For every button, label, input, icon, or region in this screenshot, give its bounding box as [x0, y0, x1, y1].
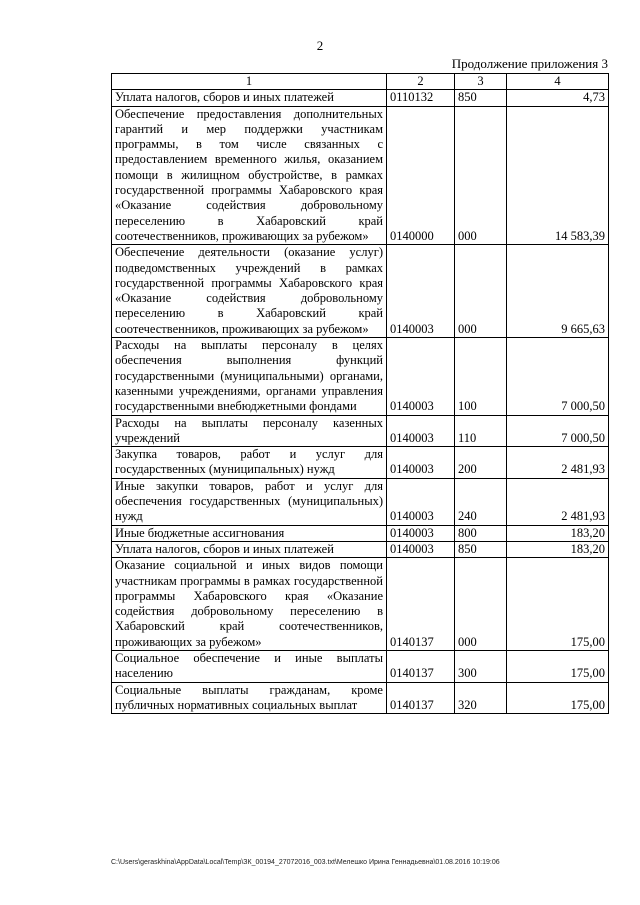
row-amount: 175,00 [507, 650, 609, 682]
row-amount: 2 481,93 [507, 447, 609, 479]
row-type: 850 [455, 90, 507, 106]
row-amount: 175,00 [507, 682, 609, 714]
budget-table [111, 73, 609, 714]
row-name: Обеспечение предоставления дополнительных гарантий и мер поддержки участникам программы, в том числе связанных с предоставлением временного жилья, оказанием помощи в жилищном обустройстве, в рамках государственной программы Хабаровского края «Оказание содействия добровольному переселению в Хабаровский край соотечественников, проживающих за рубежом» [112, 106, 387, 245]
row-amount: 7 000,50 [507, 338, 609, 415]
row-type: 000 [455, 106, 507, 245]
budget-table-body [112, 74, 609, 714]
table-row [112, 682, 609, 714]
row-code: 0140137 [387, 650, 455, 682]
table-header-row [112, 74, 609, 90]
table-row [112, 415, 609, 447]
table-row [112, 650, 609, 682]
table-row [112, 478, 609, 525]
table-row [112, 245, 609, 338]
row-type: 000 [455, 558, 507, 651]
row-type: 300 [455, 650, 507, 682]
row-name: Уплата налогов, сборов и иных платежей [112, 90, 387, 106]
row-name: Социальное обеспечение и иные выплаты населению [112, 650, 387, 682]
row-type: 200 [455, 447, 507, 479]
header-cell-name: 1 [112, 74, 387, 90]
row-code: 0140003 [387, 415, 455, 447]
row-amount: 175,00 [507, 558, 609, 651]
row-amount: 183,20 [507, 525, 609, 541]
table-row [112, 558, 609, 651]
row-code: 0140003 [387, 525, 455, 541]
row-name: Иные бюджетные ассигнования [112, 525, 387, 541]
row-type: 000 [455, 245, 507, 338]
row-amount: 4,73 [507, 90, 609, 106]
row-name: Расходы на выплаты персоналу в целях обеспечения выполнения функций государственными (муниципальными) органами, казенными учреждениями, органами управления государственными внебюджетными фондами [112, 338, 387, 415]
row-amount: 14 583,39 [507, 106, 609, 245]
row-code: 0140003 [387, 245, 455, 338]
row-name: Обеспечение деятельности (оказание услуг) подведомственных учреждений в рамках государственной программы Хабаровского края «Оказание содействия добровольному переселению в Хабаровский край соотечественников, проживающих за рубежом» [112, 245, 387, 338]
file-path-footer: C:\Users\geraskhina\AppData\Local\Temp\ЗК_00194_27072016_003.txt\Мелешко Ирина Геннадьевна\01.08.2016 10:19:06 [111, 859, 500, 866]
table-row [112, 106, 609, 245]
row-amount: 7 000,50 [507, 415, 609, 447]
appendix-note: Продолжение приложения 3 [451, 56, 608, 71]
row-code: 0110132 [387, 90, 455, 106]
header-cell-code: 2 [387, 74, 455, 90]
row-type: 800 [455, 525, 507, 541]
row-name: Уплата налогов, сборов и иных платежей [112, 541, 387, 557]
row-name: Расходы на выплаты персоналу казенных учреждений [112, 415, 387, 447]
row-type: 240 [455, 478, 507, 525]
row-code: 0140137 [387, 558, 455, 651]
row-code: 0140003 [387, 541, 455, 557]
row-amount: 9 665,63 [507, 245, 609, 338]
header-cell-amount: 4 [507, 74, 609, 90]
row-amount: 2 481,93 [507, 478, 609, 525]
row-name: Оказание социальной и иных видов помощи участникам программы в рамках государственной программы Хабаровского края «Оказание содействия добровольному переселению в Хабаровский край соотечественников, проживающих за рубежом» [112, 558, 387, 651]
row-type: 110 [455, 415, 507, 447]
table-row [112, 525, 609, 541]
table-row [112, 541, 609, 557]
table-row [112, 447, 609, 479]
row-name: Иные закупки товаров, работ и услуг для обеспечения государственных (муниципальных) нужд [112, 478, 387, 525]
row-code: 0140003 [387, 478, 455, 525]
row-name: Закупка товаров, работ и услуг для государственных (муниципальных) нужд [112, 447, 387, 479]
row-name: Социальные выплаты гражданам, кроме публичных нормативных социальных выплат [112, 682, 387, 714]
page-number: 2 [316, 38, 324, 53]
row-type: 100 [455, 338, 507, 415]
row-code: 0140003 [387, 447, 455, 479]
row-code: 0140003 [387, 338, 455, 415]
row-code: 0140137 [387, 682, 455, 714]
row-type: 850 [455, 541, 507, 557]
row-type: 320 [455, 682, 507, 714]
header-cell-type: 3 [455, 74, 507, 90]
table-row [112, 90, 609, 106]
row-code: 0140000 [387, 106, 455, 245]
row-amount: 183,20 [507, 541, 609, 557]
table-row [112, 338, 609, 415]
